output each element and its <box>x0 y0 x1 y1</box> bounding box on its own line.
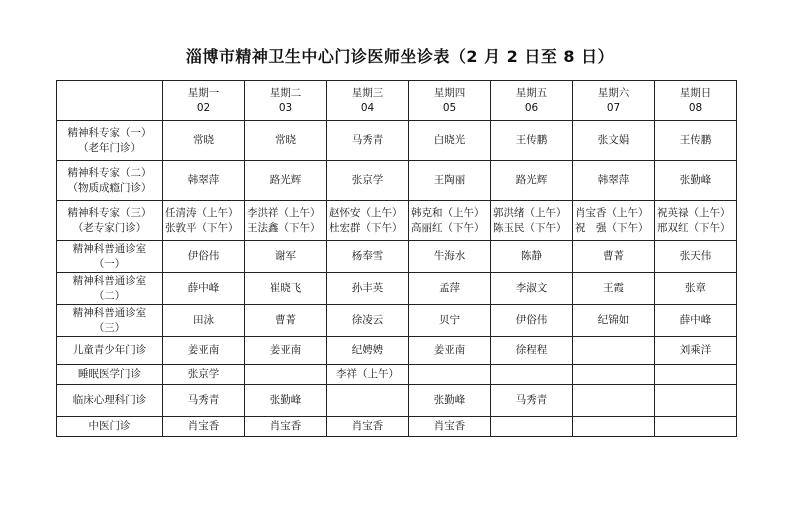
department-label: （老年门诊） <box>78 141 141 154</box>
doctor-cell <box>327 365 409 385</box>
doctor-cell <box>573 305 655 337</box>
date-label: 04 <box>360 101 375 114</box>
table-row <box>57 305 737 337</box>
doctor-cell <box>327 161 409 201</box>
date-label: 07 <box>606 101 621 114</box>
weekday-label: 星期一 <box>187 86 220 99</box>
doctor-name: 韩翠萍 <box>597 174 630 186</box>
department-label: 精神科普通诊室 <box>72 306 147 319</box>
doctor-cell <box>573 337 655 365</box>
department-cell <box>57 161 163 201</box>
department-cell <box>57 365 163 385</box>
department-cell <box>57 385 163 417</box>
doctor-name: 谢军 <box>275 250 296 262</box>
department-label: （三） <box>93 321 126 334</box>
department-label: 精神科专家（三） <box>67 206 152 219</box>
table-row <box>57 121 737 161</box>
department-label: 精神科专家（一） <box>67 126 152 139</box>
table-row <box>57 365 737 385</box>
doctor-cell <box>491 337 573 365</box>
doctor-cell <box>327 385 409 417</box>
doctor-name: 曹菁 <box>603 250 624 262</box>
doctor-name: 王霞 <box>603 282 624 294</box>
doctor-cell <box>163 201 245 241</box>
doctor-name: 伊俗伟 <box>187 250 220 262</box>
doctor-cell <box>491 273 573 305</box>
doctor-cell <box>655 417 737 437</box>
doctor-cell <box>655 201 737 241</box>
doctor-name: 孟萍 <box>439 282 460 294</box>
doctor-name: 孙丰英 <box>351 282 384 294</box>
doctor-cell <box>491 365 573 385</box>
doctor-cell <box>491 385 573 417</box>
date-label: 03 <box>278 101 293 114</box>
doctor-name: 刘乘洋 <box>679 344 712 356</box>
doctor-cell <box>573 161 655 201</box>
doctor-name: 马秀青 <box>187 394 220 406</box>
department-label: （老专家门诊） <box>72 221 147 234</box>
doctor-name: 田泳 <box>193 314 214 326</box>
weekday-label: 星期三 <box>351 86 384 99</box>
doctor-name: 牛海水 <box>433 250 466 262</box>
doctor-cell <box>409 201 491 241</box>
doctor-name: 徐程程 <box>515 344 548 356</box>
department-label: 中医门诊 <box>88 420 131 432</box>
doctor-cell <box>409 337 491 365</box>
doctor-name: 张京学 <box>351 174 384 186</box>
doctor-cell <box>409 417 491 437</box>
header-day-4 <box>409 81 491 121</box>
doctor-cell <box>245 161 327 201</box>
date-label: 06 <box>524 101 539 114</box>
doctor-cell <box>409 121 491 161</box>
doctor-cell <box>409 365 491 385</box>
table-row <box>57 201 737 241</box>
doctor-cell <box>573 201 655 241</box>
department-cell <box>57 241 163 273</box>
department-cell <box>57 305 163 337</box>
doctor-name: 王法鑫（下午） <box>247 221 321 234</box>
department-label: 精神科专家（二） <box>67 166 152 179</box>
doctor-name: 纪娉娉 <box>351 344 384 356</box>
doctor-cell <box>409 241 491 273</box>
doctor-cell <box>491 417 573 437</box>
doctor-cell <box>245 201 327 241</box>
doctor-cell <box>163 365 245 385</box>
doctor-name: 张京学 <box>187 368 220 380</box>
table-row <box>57 385 737 417</box>
doctor-cell <box>573 121 655 161</box>
doctor-name: 张勤峰 <box>269 394 302 406</box>
doctor-name: 路光辉 <box>515 174 548 186</box>
table-row <box>57 161 737 201</box>
doctor-cell <box>327 201 409 241</box>
doctor-name: 韩克和（上午） <box>411 206 485 219</box>
doctor-cell <box>655 161 737 201</box>
doctor-name: 祝 强（下午） <box>575 221 649 234</box>
table-row <box>57 241 737 273</box>
department-label: （二） <box>93 289 126 302</box>
doctor-name: 肖宝香 <box>433 420 466 432</box>
doctor-cell <box>409 385 491 417</box>
header-day-7 <box>655 81 737 121</box>
department-cell <box>57 417 163 437</box>
doctor-name: 韩翠萍 <box>187 174 220 186</box>
doctor-name: 肖宝香 <box>269 420 302 432</box>
doctor-cell <box>245 365 327 385</box>
doctor-name: 曹菁 <box>275 314 296 326</box>
page-title: 淄博市精神卫生中心门诊医师坐诊表（2 月 2 日至 8 日） <box>185 47 615 66</box>
doctor-cell <box>327 305 409 337</box>
doctor-name: 王陶丽 <box>433 174 466 186</box>
header-day-6 <box>573 81 655 121</box>
doctor-name: 张章 <box>685 282 706 294</box>
doctor-name: 陈玉民（下午） <box>493 221 567 234</box>
department-cell <box>57 121 163 161</box>
doctor-cell <box>245 385 327 417</box>
doctor-cell <box>245 305 327 337</box>
doctor-cell <box>327 417 409 437</box>
weekday-label: 星期日 <box>679 86 712 99</box>
doctor-name: 马秀青 <box>351 134 384 146</box>
doctor-name: 薛中峰 <box>187 282 220 294</box>
doctor-name: 常晓 <box>275 134 296 146</box>
department-label: （物质成瘾门诊） <box>67 181 152 194</box>
doctor-cell <box>491 305 573 337</box>
doctor-name: 张勤峰 <box>433 394 466 406</box>
doctor-cell <box>327 241 409 273</box>
doctor-cell <box>327 273 409 305</box>
doctor-cell <box>327 337 409 365</box>
doctor-name: 姜亚南 <box>269 344 302 356</box>
doctor-name: 薛中峰 <box>679 314 712 326</box>
doctor-name: 赵怀安（上午） <box>329 206 403 219</box>
department-cell <box>57 201 163 241</box>
doctor-cell <box>573 241 655 273</box>
department-label: 睡眠医学门诊 <box>78 368 141 380</box>
doctor-cell <box>655 385 737 417</box>
doctor-name: 任清涛（上午） <box>165 206 239 219</box>
doctor-cell <box>327 121 409 161</box>
doctor-cell <box>245 121 327 161</box>
doctor-cell <box>409 273 491 305</box>
doctor-name: 伊俗伟 <box>515 314 548 326</box>
schedule-table <box>56 80 737 437</box>
table-row <box>57 337 737 365</box>
doctor-cell <box>573 385 655 417</box>
doctor-cell <box>163 121 245 161</box>
doctor-name: 张天伟 <box>679 250 712 262</box>
weekday-label: 星期二 <box>269 86 302 99</box>
doctor-name: 祝英禄（上午） <box>657 206 731 219</box>
doctor-name: 张文娟 <box>597 134 630 146</box>
doctor-cell <box>573 273 655 305</box>
doctor-cell <box>409 161 491 201</box>
doctor-cell <box>163 385 245 417</box>
doctor-cell <box>163 161 245 201</box>
header-day-3 <box>327 81 409 121</box>
doctor-name: 李祥（上午） <box>336 368 399 380</box>
doctor-cell <box>245 337 327 365</box>
date-label: 02 <box>196 101 211 114</box>
header-day-1 <box>163 81 245 121</box>
table-row <box>57 417 737 437</box>
doctor-cell <box>655 273 737 305</box>
doctor-name: 邢双红（下午） <box>657 221 731 234</box>
department-label: 临床心理科门诊 <box>72 394 147 406</box>
doctor-name: 郭洪绪（上午） <box>493 206 567 219</box>
doctor-name: 高丽红（下午） <box>411 221 485 234</box>
doctor-cell <box>655 365 737 385</box>
doctor-cell <box>245 241 327 273</box>
doctor-name: 姜亚南 <box>187 344 220 356</box>
doctor-name: 李洪祥（上午） <box>247 206 321 219</box>
date-label: 08 <box>688 101 703 114</box>
department-label: 精神科普通诊室 <box>72 274 147 287</box>
doctor-cell <box>655 121 737 161</box>
doctor-cell <box>491 121 573 161</box>
department-cell <box>57 273 163 305</box>
corner-cell <box>57 81 163 121</box>
department-cell <box>57 337 163 365</box>
doctor-cell <box>573 417 655 437</box>
weekday-label: 星期五 <box>515 86 548 99</box>
doctor-name: 肖宝香 <box>351 420 384 432</box>
doctor-name: 马秀青 <box>515 394 548 406</box>
doctor-name: 杨奉雪 <box>351 250 384 262</box>
doctor-cell <box>573 365 655 385</box>
doctor-cell <box>491 201 573 241</box>
doctor-name: 杜宏群（下午） <box>329 221 403 234</box>
doctor-name: 王传鹏 <box>679 134 712 146</box>
table-row <box>57 273 737 305</box>
doctor-name: 白晓光 <box>433 134 466 146</box>
doctor-cell <box>245 417 327 437</box>
weekday-label: 星期四 <box>433 86 466 99</box>
doctor-cell <box>163 305 245 337</box>
doctor-name: 张勤峰 <box>679 174 712 186</box>
doctor-name: 李淑文 <box>515 282 548 294</box>
header-day-2 <box>245 81 327 121</box>
doctor-cell <box>163 337 245 365</box>
doctor-name: 纪锦如 <box>597 314 630 326</box>
weekday-label: 星期六 <box>597 86 630 99</box>
doctor-name: 肖宝香 <box>187 420 220 432</box>
doctor-cell <box>491 161 573 201</box>
doctor-cell <box>163 241 245 273</box>
doctor-cell <box>245 273 327 305</box>
doctor-cell <box>655 337 737 365</box>
doctor-cell <box>163 273 245 305</box>
doctor-name: 姜亚南 <box>433 344 466 356</box>
header-day-5 <box>491 81 573 121</box>
doctor-name: 崔晓飞 <box>269 282 302 294</box>
doctor-cell <box>409 305 491 337</box>
department-label: （一） <box>93 257 126 270</box>
doctor-cell <box>491 241 573 273</box>
doctor-cell <box>655 305 737 337</box>
doctor-cell <box>655 241 737 273</box>
doctor-name: 徐凌云 <box>351 314 384 326</box>
doctor-name: 路光辉 <box>269 174 302 186</box>
doctor-name: 张敦平（下午） <box>165 221 239 234</box>
doctor-name: 王传鹏 <box>515 134 548 146</box>
doctor-cell <box>163 417 245 437</box>
department-label: 儿童青少年门诊 <box>72 344 147 356</box>
department-label: 精神科普通诊室 <box>72 242 147 255</box>
doctor-name: 常晓 <box>193 134 214 146</box>
date-label: 05 <box>442 101 457 114</box>
doctor-name: 贝宁 <box>439 314 460 326</box>
doctor-name: 陈静 <box>521 250 542 262</box>
doctor-name: 肖宝香（上午） <box>575 206 649 219</box>
